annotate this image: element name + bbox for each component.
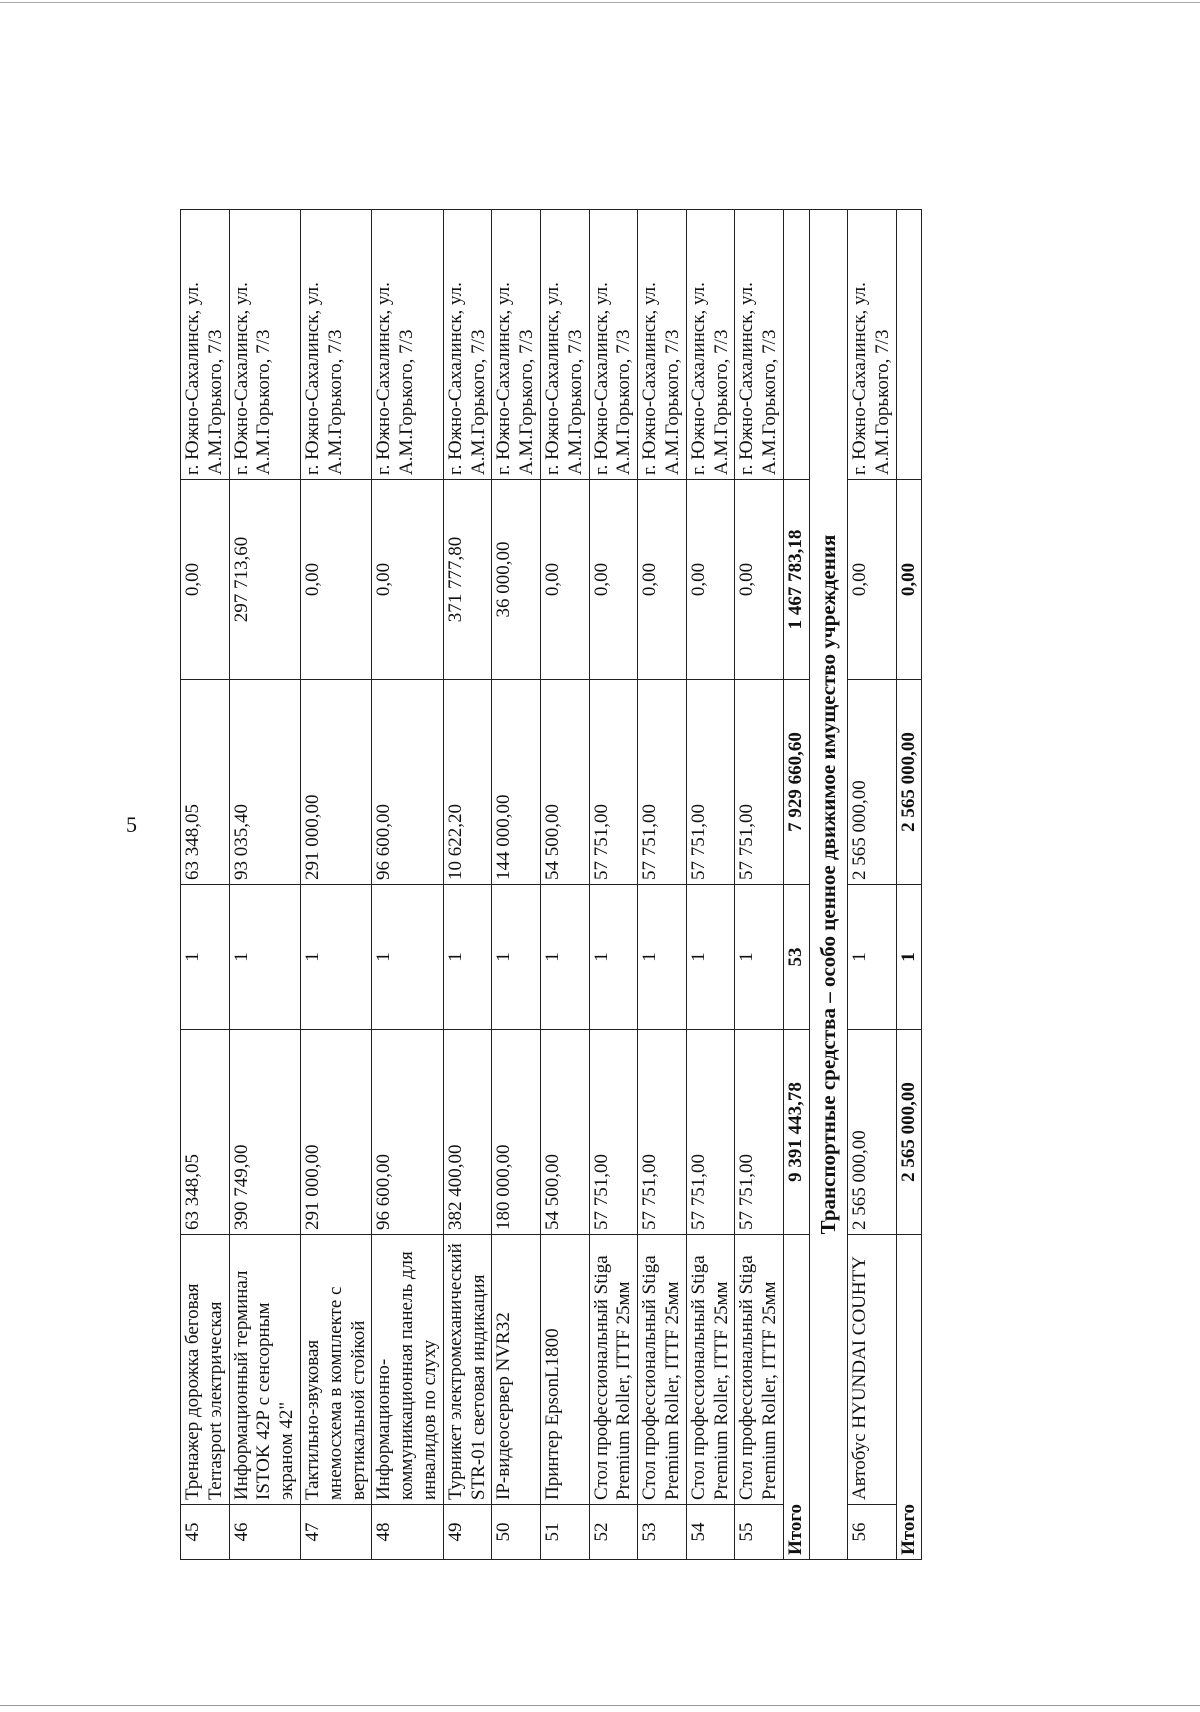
table-body	[181, 210, 922, 1560]
address: г. Южно-Сахалинск, ул. А.М.Горького, 7/3	[443, 210, 492, 480]
depreciation: 291 000,00	[300, 680, 371, 885]
address: г. Южно-Сахалинск, ул. А.М.Горького, 7/3	[735, 210, 784, 480]
quantity: 1	[686, 885, 735, 1030]
quantity: 1	[589, 885, 638, 1030]
book-value: 57 751,00	[638, 1030, 687, 1235]
total-depreciation: 7 929 660,60	[783, 680, 809, 885]
row-number: 55	[735, 1505, 784, 1560]
book-value: 96 600,00	[372, 1030, 443, 1235]
quantity: 1	[443, 885, 492, 1030]
row-number: 50	[492, 1505, 541, 1560]
row-number: 46	[229, 1505, 300, 1560]
quantity: 1	[372, 885, 443, 1030]
book-value: 57 751,00	[686, 1030, 735, 1235]
residual-value: 0,00	[300, 480, 371, 680]
item-name: Стол профессиональный Stiga Premium Roller, ITTF 25мм	[735, 1235, 784, 1505]
item-name: Стол профессиональный Stiga Premium Roller, ITTF 25мм	[638, 1235, 687, 1505]
quantity: 1	[540, 885, 589, 1030]
depreciation: 10 622,20	[443, 680, 492, 885]
book-value: 54 500,00	[540, 1030, 589, 1235]
book-value: 180 000,00	[492, 1030, 541, 1235]
table-row	[589, 210, 638, 1560]
item-name: Стол профессиональный Stiga Premium Roller, ITTF 25мм	[686, 1235, 735, 1505]
row-number: 54	[686, 1505, 735, 1560]
item-name: Информационно-коммуникационная панель для инвалидов по слуху	[372, 1235, 443, 1505]
book-value: 390 749,00	[229, 1030, 300, 1235]
depreciation: 93 035,40	[229, 680, 300, 885]
empty-cell	[783, 210, 809, 480]
scan-top-edge	[0, 2, 1200, 3]
quantity: 1	[229, 885, 300, 1030]
book-value: 63 348,05	[181, 1030, 230, 1235]
depreciation: 2 565 000,00	[847, 680, 896, 885]
residual-value: 0,00	[540, 480, 589, 680]
table-row	[735, 210, 784, 1560]
residual-value: 0,00	[847, 480, 896, 680]
row-number: 48	[372, 1505, 443, 1560]
total-residual-value: 1 467 783,18	[783, 480, 809, 680]
residual-value: 0,00	[638, 480, 687, 680]
table-row	[372, 210, 443, 1560]
residual-value: 36 000,00	[492, 480, 541, 680]
total-quantity: 53	[783, 885, 809, 1030]
residual-value: 0,00	[686, 480, 735, 680]
item-name: Информационный терминал ISTOK 42Р с сенсорным экраном 42"	[229, 1235, 300, 1505]
assets-table	[180, 209, 922, 1560]
total-quantity: 1	[896, 885, 922, 1030]
residual-value: 0,00	[181, 480, 230, 680]
book-value: 2 565 000,00	[847, 1030, 896, 1235]
row-number: 53	[638, 1505, 687, 1560]
total-label: Итого	[896, 1235, 922, 1560]
book-value: 57 751,00	[589, 1030, 638, 1235]
residual-value: 297 713,60	[229, 480, 300, 680]
section-header-row	[809, 210, 847, 1560]
row-number: 47	[300, 1505, 371, 1560]
quantity: 1	[638, 885, 687, 1030]
table-row	[686, 210, 735, 1560]
quantity: 1	[847, 885, 896, 1030]
quantity: 1	[735, 885, 784, 1030]
quantity: 1	[181, 885, 230, 1030]
depreciation: 96 600,00	[372, 680, 443, 885]
row-number: 52	[589, 1505, 638, 1560]
total-residual-value: 0,00	[896, 480, 922, 680]
total-row	[896, 210, 922, 1560]
address: г. Южно-Сахалинск, ул. А.М.Горького, 7/3	[540, 210, 589, 480]
residual-value: 0,00	[589, 480, 638, 680]
empty-cell	[896, 210, 922, 480]
row-number: 56	[847, 1505, 896, 1560]
item-name: Автобус HYUNDAI COUHTY	[847, 1235, 896, 1505]
depreciation: 57 751,00	[638, 680, 687, 885]
total-row	[783, 210, 809, 1560]
row-number: 45	[181, 1505, 230, 1560]
residual-value: 0,00	[372, 480, 443, 680]
total-book-value: 9 391 443,78	[783, 1030, 809, 1235]
row-number: 49	[443, 1505, 492, 1560]
total-label: Итого	[783, 1235, 809, 1560]
book-value: 57 751,00	[735, 1030, 784, 1235]
item-name: Принтер EpsonL1800	[540, 1235, 589, 1505]
address: г. Южно-Сахалинск, ул. А.М.Горького, 7/3	[638, 210, 687, 480]
address: г. Южно-Сахалинск, ул. А.М.Горького, 7/3	[181, 210, 230, 480]
depreciation: 144 000,00	[492, 680, 541, 885]
depreciation: 57 751,00	[589, 680, 638, 885]
row-number: 51	[540, 1505, 589, 1560]
table-row	[229, 210, 300, 1560]
address: г. Южно-Сахалинск, ул. А.М.Горького, 7/3	[589, 210, 638, 480]
total-book-value: 2 565 000,00	[896, 1030, 922, 1235]
table-row	[492, 210, 541, 1560]
rotated-table-container	[180, 210, 1080, 1560]
table-row	[181, 210, 230, 1560]
book-value: 382 400,00	[443, 1030, 492, 1235]
total-depreciation: 2 565 000,00	[896, 680, 922, 885]
address: г. Южно-Сахалинск, ул. А.М.Горького, 7/3	[300, 210, 371, 480]
table-row	[847, 210, 896, 1560]
table-row	[443, 210, 492, 1560]
address: г. Южно-Сахалинск, ул. А.М.Горького, 7/3	[686, 210, 735, 480]
quantity: 1	[300, 885, 371, 1030]
item-name: Стол профессиональный Stiga Premium Roller, ITTF 25мм	[589, 1235, 638, 1505]
scan-bottom-edge	[0, 1705, 1200, 1706]
item-name: Тренажер дорожка беговая Terrasport электрическая	[181, 1235, 230, 1505]
address: г. Южно-Сахалинск, ул. А.М.Горького, 7/3	[847, 210, 896, 480]
residual-value: 0,00	[735, 480, 784, 680]
page-number: 5	[126, 812, 137, 837]
quantity: 1	[492, 885, 541, 1030]
address: г. Южно-Сахалинск, ул. А.М.Горького, 7/3	[229, 210, 300, 480]
section-title: Транспортные средства – особо ценное движимое имущество учреждения	[809, 210, 847, 1560]
depreciation: 54 500,00	[540, 680, 589, 885]
item-name: Тактильно-звуковая мнемосхема в комплекте с вертикальной стойкой	[300, 1235, 371, 1505]
residual-value: 371 777,80	[443, 480, 492, 680]
depreciation: 63 348,05	[181, 680, 230, 885]
table-row	[638, 210, 687, 1560]
depreciation: 57 751,00	[735, 680, 784, 885]
table-row	[540, 210, 589, 1560]
book-value: 291 000,00	[300, 1030, 371, 1235]
table-row	[300, 210, 371, 1560]
address: г. Южно-Сахалинск, ул. А.М.Горького, 7/3	[372, 210, 443, 480]
item-name: Турникет электромеханический STR-01 световая индикация	[443, 1235, 492, 1505]
address: г. Южно-Сахалинск, ул. А.М.Горького, 7/3	[492, 210, 541, 480]
item-name: IP-видеосервер NVR32	[492, 1235, 541, 1505]
depreciation: 57 751,00	[686, 680, 735, 885]
